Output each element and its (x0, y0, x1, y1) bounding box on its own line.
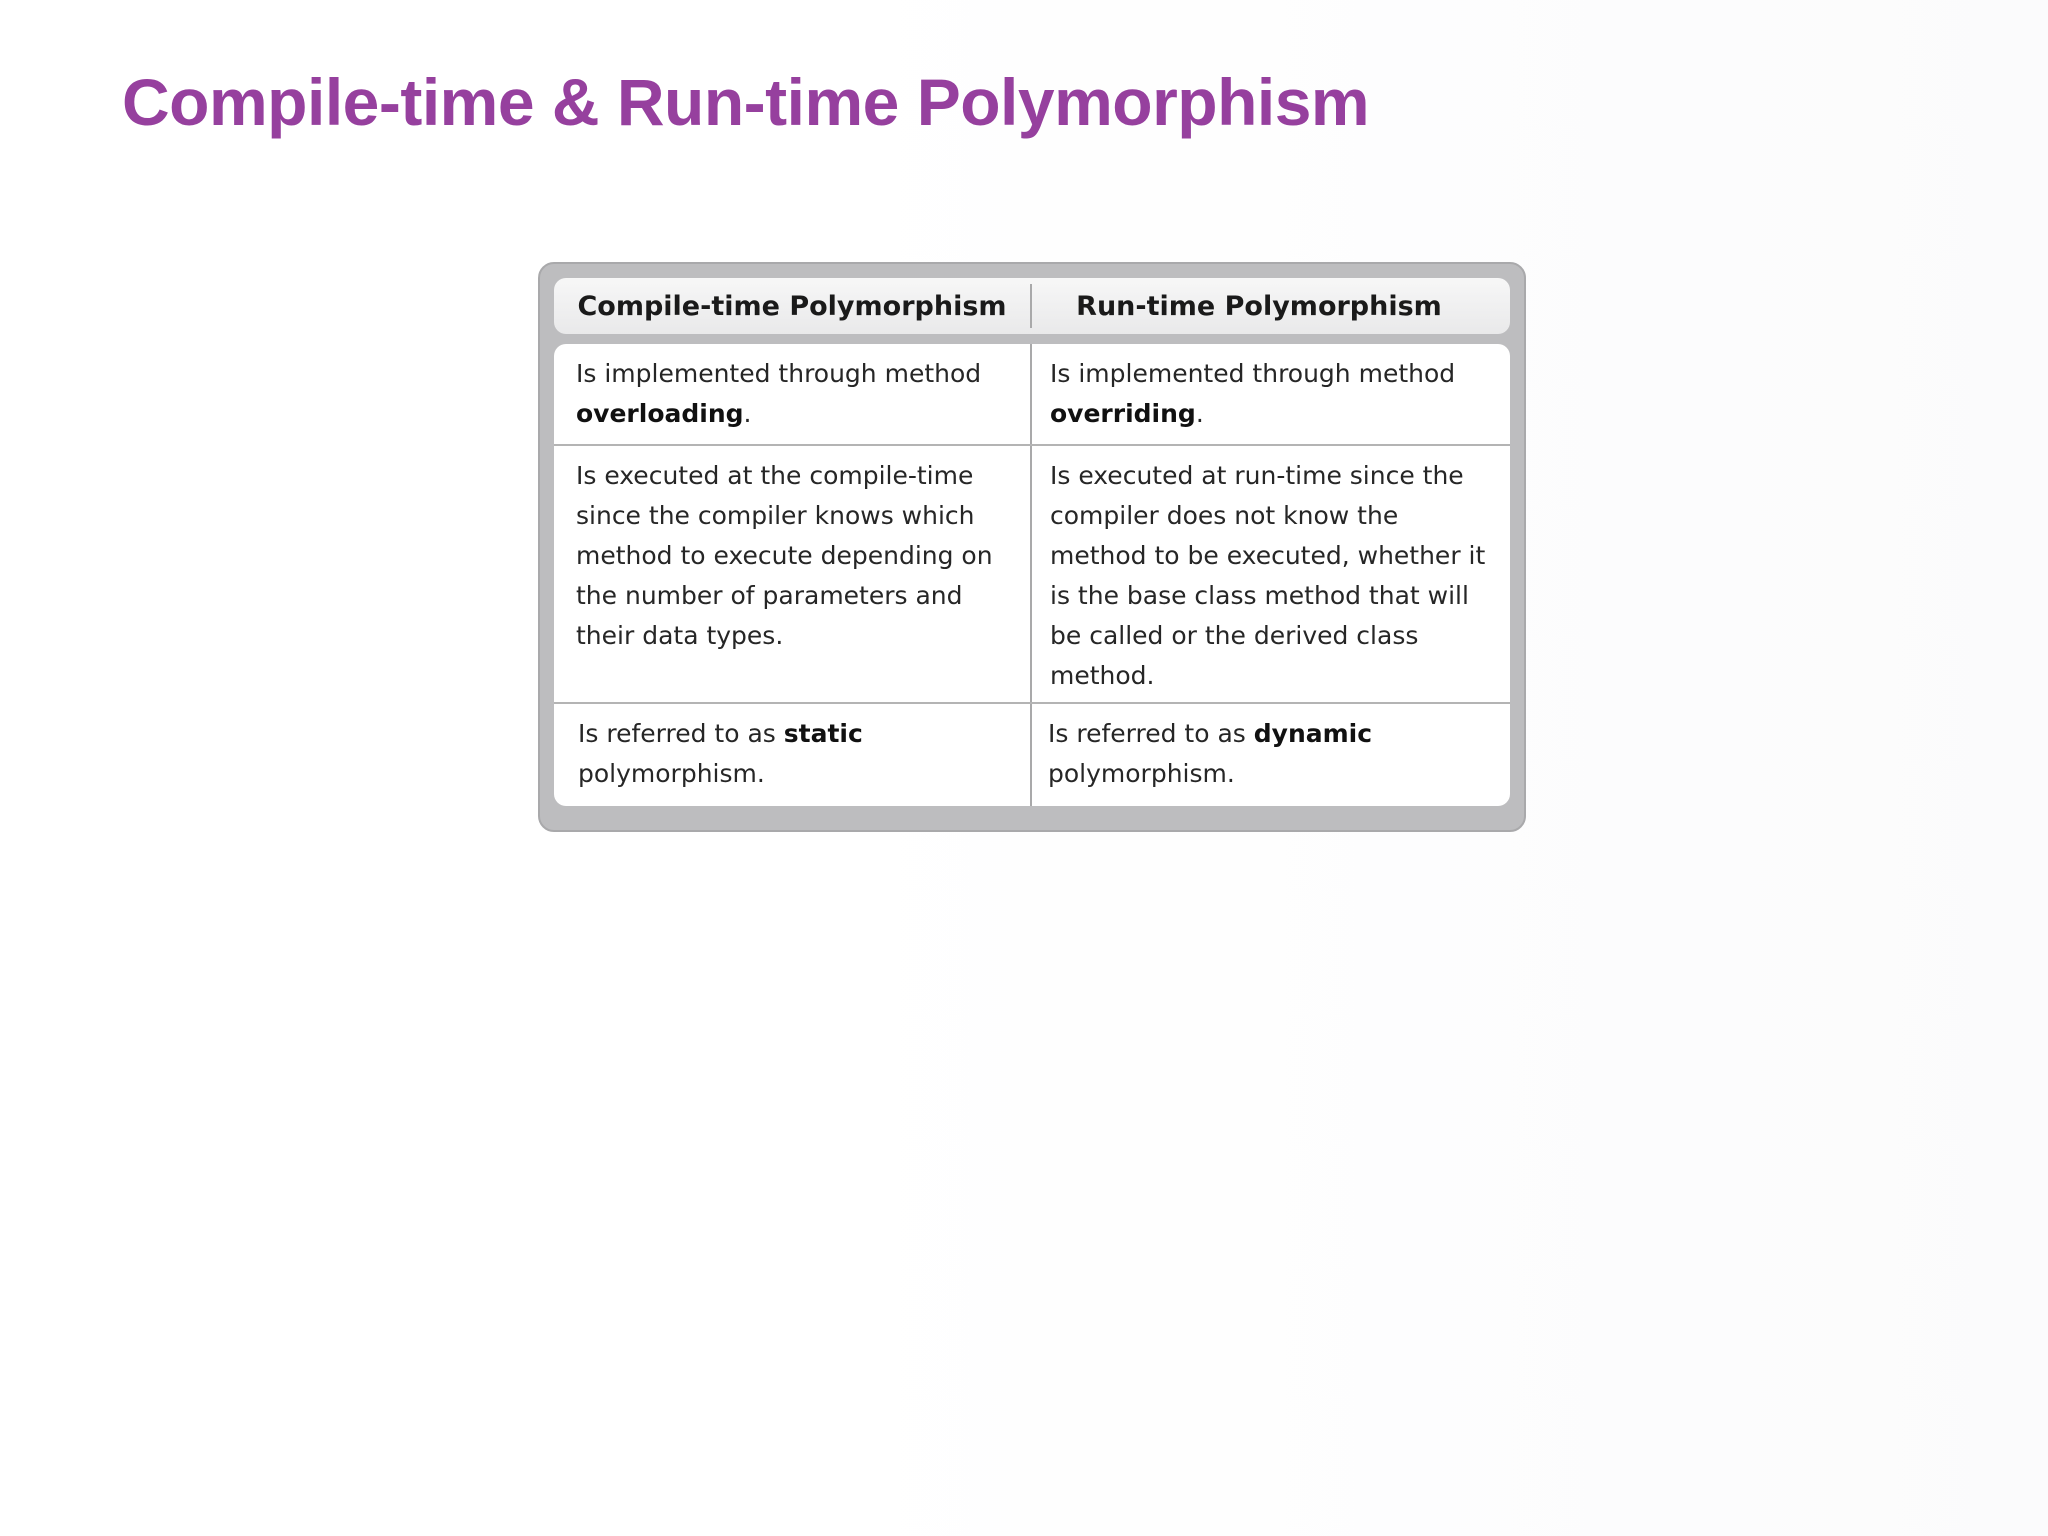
cell-text-end: polymorphism. (578, 759, 765, 788)
slide-title: Compile-time & Run-time Polymorphism (122, 65, 1370, 139)
run-time-cell (1032, 446, 1510, 702)
cell-emphasis: overloading (576, 399, 744, 428)
table-row (554, 446, 1510, 704)
table-header-row (554, 278, 1510, 334)
comparison-table (538, 262, 1526, 832)
cell-text: Is referred to as (578, 719, 784, 748)
table-row (554, 704, 1510, 806)
compile-time-cell (554, 704, 1032, 806)
table-body (554, 344, 1510, 806)
run-time-cell (1032, 704, 1510, 806)
cell-text-end: . (743, 399, 752, 428)
cell-text-end: . (1195, 399, 1204, 428)
cell-text: Is executed at run-time since the compiler does not know the method to be executed, whether it is the base class method that will be called or the derived class method. (1050, 461, 1486, 690)
cell-emphasis: dynamic (1253, 719, 1373, 748)
compile-time-cell (554, 344, 1032, 444)
cell-text: Is implemented through method (1050, 359, 1456, 388)
run-time-cell (1032, 344, 1510, 444)
cell-emphasis: static (783, 719, 863, 748)
compile-time-cell (554, 446, 1032, 702)
table-row (554, 344, 1510, 446)
header-run-time: Run-time Polymorphism (1076, 290, 1442, 322)
header-compile-time: Compile-time Polymorphism (554, 284, 1032, 328)
cell-text: Is referred to as (1048, 719, 1254, 748)
cell-text: Is executed at the compile-time since the compiler knows which method to execute depending on the number of parameters and their data types. (576, 461, 993, 650)
cell-text: Is implemented through method (576, 359, 982, 388)
cell-text-end: polymorphism. (1048, 759, 1235, 788)
cell-emphasis: overriding (1050, 399, 1196, 428)
